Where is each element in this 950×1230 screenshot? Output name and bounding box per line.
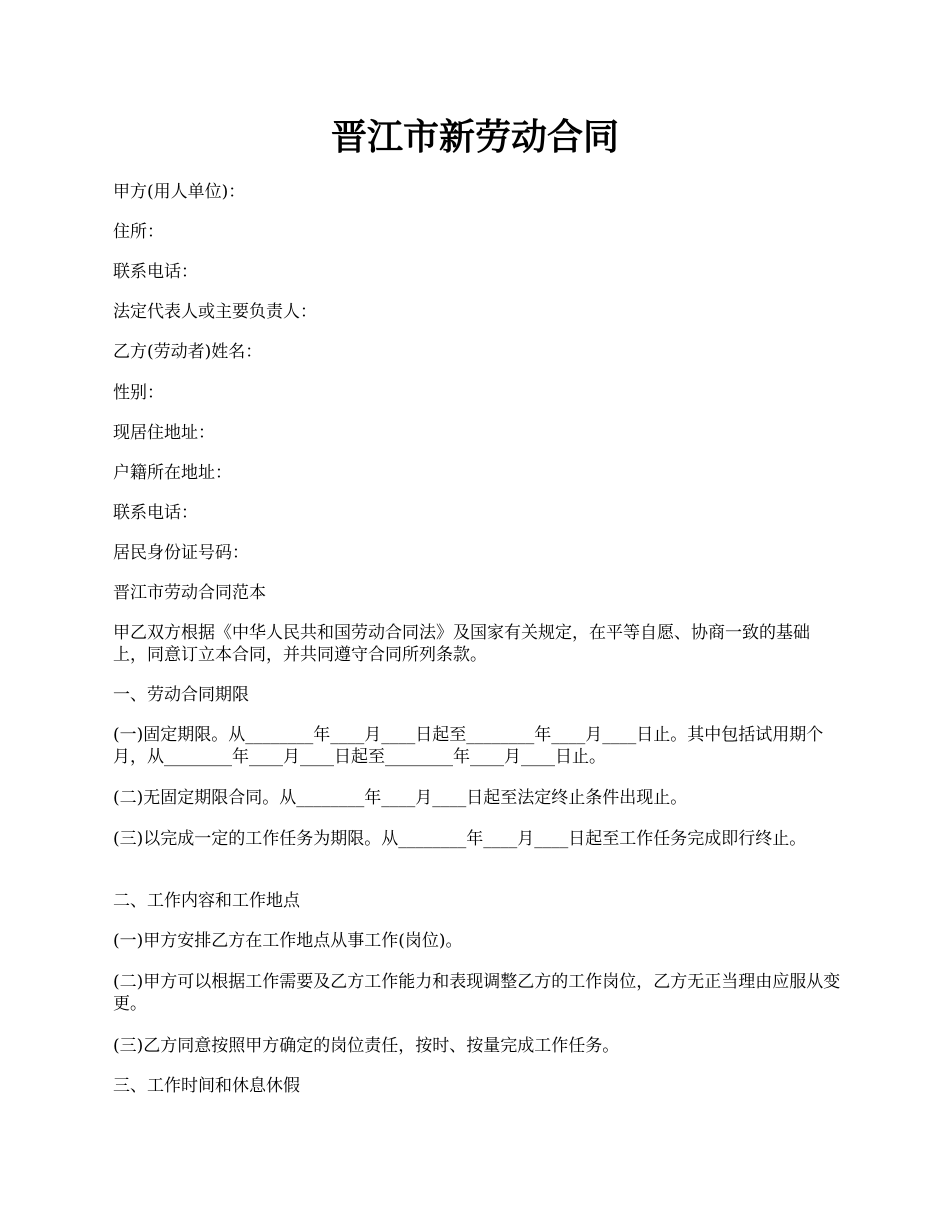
document-title: 晋江市新劳动合同 bbox=[330, 116, 619, 158]
clause-2-1: (一)甲方安排乙方在工作地点从事工作(岗位)。 bbox=[113, 931, 463, 951]
section-heading-3: 三、工作时间和休息休假 bbox=[113, 1076, 300, 1096]
field-employee-name: 乙方(劳动者)姓名： bbox=[113, 342, 263, 362]
field-employee-phone: 联系电话： bbox=[113, 503, 198, 523]
clause-2-3: (三)乙方同意按照甲方确定的岗位责任，按时、按量完成工作任务。 bbox=[113, 1036, 620, 1056]
field-gender: 性别： bbox=[113, 383, 164, 403]
field-employer-phone: 联系电话： bbox=[113, 262, 198, 282]
preamble-paragraph: 甲乙双方根据《中华人民共和国劳动合同法》及国家有关规定，在平等自愿、协商一致的基础上，同意订立本合同，并共同遵守合同所列条款。 bbox=[113, 623, 810, 665]
field-household-address: 户籍所在地址： bbox=[113, 463, 232, 483]
field-address: 住所： bbox=[113, 222, 164, 242]
field-id-number: 居民身份证号码： bbox=[113, 543, 249, 563]
section-heading-2: 二、工作内容和工作地点 bbox=[113, 891, 300, 911]
field-employer: 甲方(用人单位)： bbox=[113, 182, 246, 202]
clause-1-1: (一)固定期限。从________年____月____日起至________年____月____日止。其中包括试用期个月，从________年____月____日起至________年____月____日止。 bbox=[113, 725, 824, 767]
field-current-address: 现居住地址： bbox=[113, 423, 215, 443]
clause-2-2: (二)甲方可以根据工作需要及乙方工作能力和表现调整乙方的工作岗位，乙方无正当理由应服从变更。 bbox=[113, 972, 841, 1014]
field-legal-representative: 法定代表人或主要负责人： bbox=[113, 302, 317, 322]
clause-1-3: (三)以完成一定的工作任务为期限。从________年____月____日起至工作任务完成即行终止。 bbox=[113, 829, 807, 849]
section-heading-1: 一、劳动合同期限 bbox=[113, 685, 249, 705]
template-heading: 晋江市劳动合同范本 bbox=[113, 583, 266, 603]
clause-1-2: (二)无固定期限合同。从________年____月____日起至法定终止条件出现止。 bbox=[113, 788, 688, 808]
